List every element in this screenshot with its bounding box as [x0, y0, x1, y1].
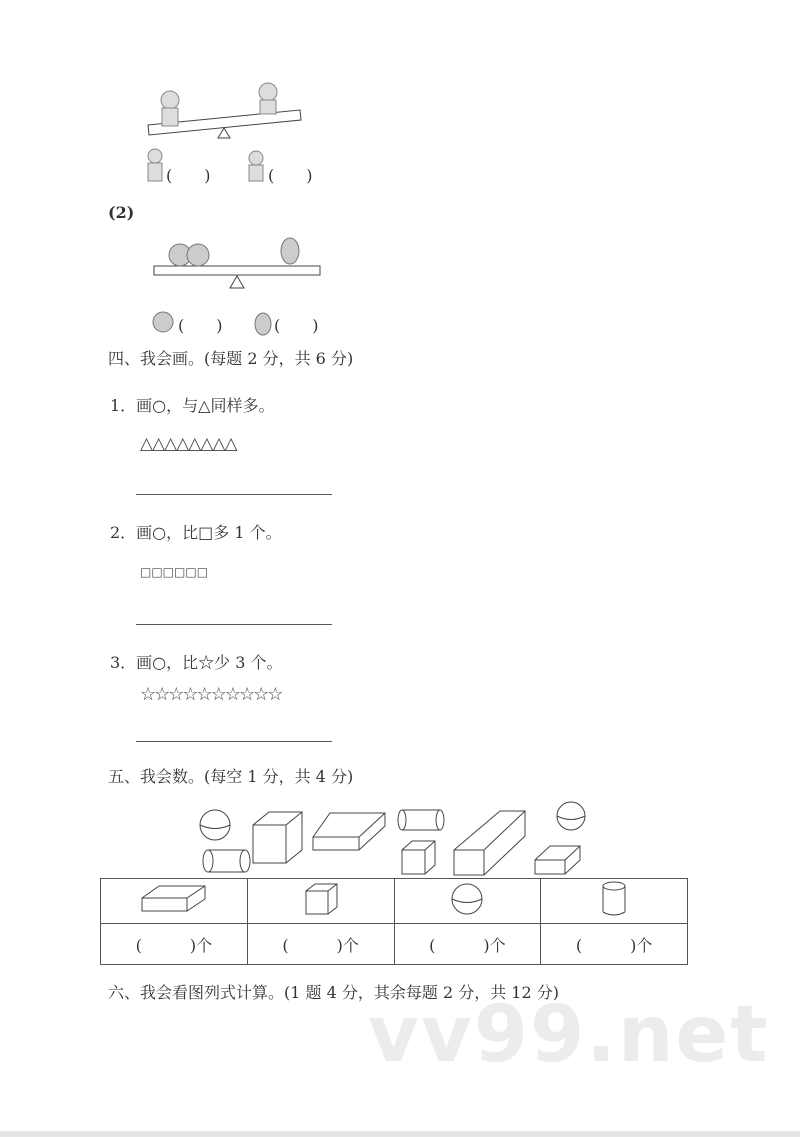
- puppy-icon: [244, 150, 268, 184]
- cuboid-flat-cell: [101, 879, 248, 924]
- question-text: 1．画○，与△同样多。: [110, 396, 275, 415]
- answer-blank[interactable]: ( ): [166, 166, 211, 185]
- watermark: vv99.net: [368, 990, 770, 1080]
- count-table: [100, 878, 688, 965]
- question-text: 2．画○，比□多 1 个。: [110, 523, 282, 542]
- section-heading: 四、我会画。(每题 2 分，共 6 分): [108, 349, 354, 368]
- solid-shapes-illustration: [190, 800, 610, 878]
- count-blank-cuboid[interactable]: ( )个: [101, 924, 248, 965]
- cube-cell: [247, 879, 394, 924]
- count-blank-cylinder[interactable]: ( )个: [541, 924, 688, 965]
- sub-question-label: (2): [108, 203, 135, 222]
- doll-icon: [144, 148, 166, 184]
- triangle-symbols: △△△△△△△△: [140, 434, 237, 454]
- section-heading: 五、我会数。(每空 1 分，共 4 分): [108, 767, 354, 786]
- answer-blank[interactable]: ( ): [268, 166, 313, 185]
- count-blank-cube[interactable]: ( )个: [247, 924, 394, 965]
- answer-line[interactable]: [136, 624, 332, 625]
- count-blank-sphere[interactable]: ( )个: [394, 924, 541, 965]
- melon-icon: [150, 310, 178, 334]
- seesaw-illustration-2: [150, 233, 325, 293]
- cylinder-cell: [541, 879, 688, 924]
- question-text: 3．画○，比☆少 3 个。: [110, 653, 283, 672]
- answer-blank[interactable]: ( ): [274, 316, 319, 335]
- star-symbols: ☆☆☆☆☆☆☆☆☆☆: [140, 684, 282, 705]
- answer-line[interactable]: [136, 741, 332, 742]
- answer-blank[interactable]: ( ): [178, 316, 223, 335]
- seesaw-illustration-1: [140, 80, 310, 140]
- sphere-cell: [394, 879, 541, 924]
- page-bottom-edge: [0, 1131, 800, 1137]
- section-heading: 六、我会看图列式计算。(1 题 4 分，其余每题 2 分，共 12 分): [108, 983, 559, 1002]
- pineapple-icon: [252, 302, 274, 336]
- answer-line[interactable]: [136, 494, 332, 495]
- square-symbols: □□□□□□: [140, 565, 209, 579]
